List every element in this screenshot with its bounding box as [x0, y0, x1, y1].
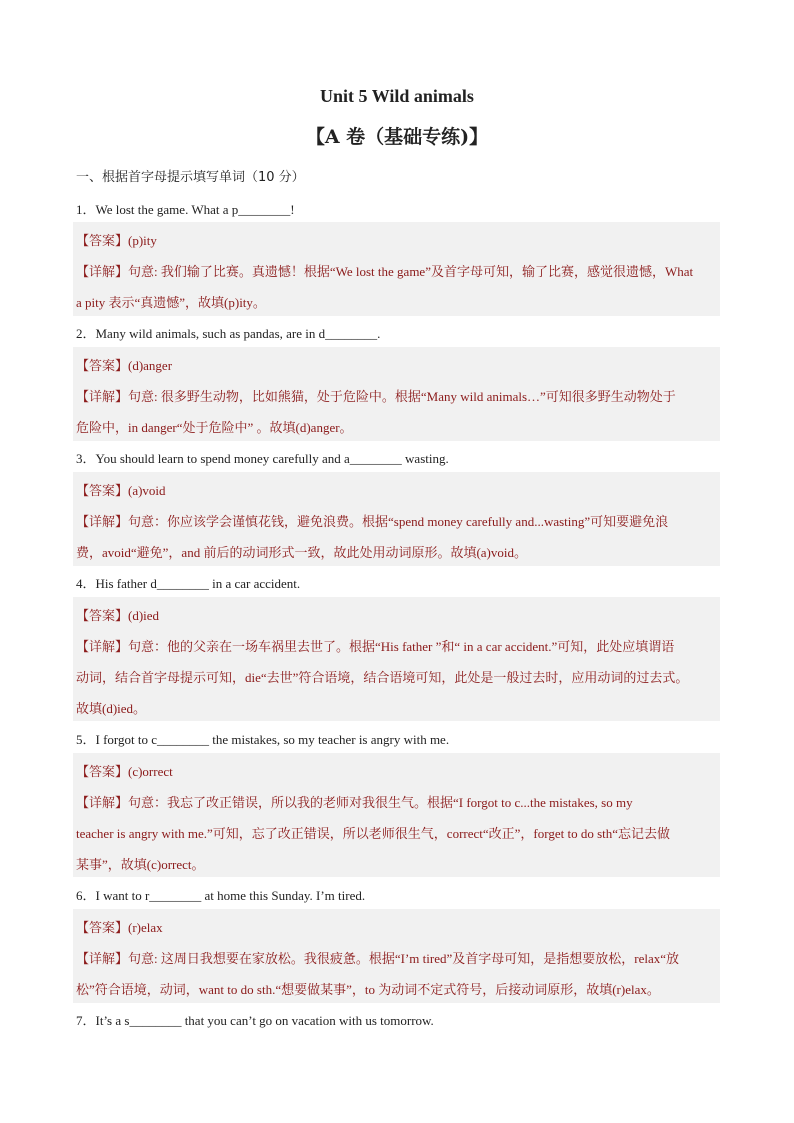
- answer-block-6: [73, 909, 720, 1003]
- detail-5-line-3: 某事”，故填(c)orrect。: [76, 857, 205, 872]
- detail-3-line-1: 【详解】句意：你应该学会谨慎花钱，避免浪费。根据“spend money carefully and...wasting”可知要避免浪: [76, 514, 669, 529]
- question-2: 2．Many wild animals, such as pandas, are in d________.: [76, 326, 381, 341]
- detail-3-line-2: 费，avoid“避免”，and 前后的动词形式一致，故此处用动词原形。故填(a)void。: [76, 545, 527, 560]
- question-6: 6．I want to r________ at home this Sunday. I’m tired.: [76, 888, 366, 903]
- detail-5-line-2: teacher is angry with me.”可知，忘了改正错误，所以老师很生气，correct“改正”，forget to do sth“忘记去做: [76, 826, 671, 841]
- detail-1-line-1: 【详解】句意: 我们输了比赛。真遗憾！根据“We lost the game”及首字母可知，输了比赛，感觉很遗憾，What: [76, 264, 694, 279]
- question-3: 3．You should learn to spend money carefully and a________ wasting.: [76, 451, 449, 466]
- detail-5-line-1: 【详解】句意：我忘了改正错误，所以我的老师对我很生气。根据“I forgot to c...the mistakes, so my: [76, 795, 633, 810]
- answer-3: 【答案】(a)void: [76, 483, 166, 498]
- answer-1: 【答案】(p)ity: [76, 233, 157, 248]
- answer-block-1: [73, 222, 720, 316]
- detail-4-line-2: 动词，结合首字母提示可知，die“去世”符合语境，结合语境可知，此处是一般过去时，应用动词的过去式。: [76, 670, 689, 685]
- answer-block-5: [73, 753, 720, 877]
- section-heading: 一、根据首字母提示填写单词（10 分）: [76, 170, 305, 185]
- detail-6-line-2: 松”符合语境，动词，want to do sth.“想要做某事”，to 为动词不定式符号，后接动词原形，故填(r)elax。: [76, 982, 660, 997]
- page-title: Unit 5 Wild animals: [320, 86, 474, 106]
- answer-block-4: [73, 597, 720, 721]
- question-7: 7．It’s a s________ that you can’t go on vacation with us tomorrow.: [76, 1013, 434, 1028]
- detail-6-line-1: 【详解】句意: 这周日我想要在家放松。我很疲惫。根据“I’m tired”及首字母可知，是指想要放松，relax“放: [76, 951, 679, 966]
- answer-block-3: [73, 472, 720, 566]
- answer-5: 【答案】(c)orrect: [76, 764, 173, 779]
- question-5: 5．I forgot to c________ the mistakes, so my teacher is angry with me.: [76, 732, 450, 747]
- question-1: 1．We lost the game. What a p________!: [76, 202, 295, 217]
- answer-2: 【答案】(d)anger: [76, 358, 173, 373]
- answer-4: 【答案】(d)ied: [76, 608, 160, 623]
- detail-2-line-1: 【详解】句意: 很多野生动物，比如熊猫，处于危险中。根据“Many wild animals…”可知很多野生动物处于: [76, 389, 676, 404]
- question-4: 4．His father d________ in a car accident.: [76, 576, 301, 591]
- answer-6: 【答案】(r)elax: [76, 920, 163, 935]
- answer-block-2: [73, 347, 720, 441]
- detail-4-line-3: 故填(d)ied。: [76, 701, 147, 716]
- detail-4-line-1: 【详解】句意：他的父亲在一场车祸里去世了。根据“His father ”和“ in a car accident.”可知，此处应填谓语: [76, 639, 675, 654]
- detail-2-line-2: 危险中，in danger“处于危险中” 。故填(d)anger。: [76, 420, 353, 435]
- page-subtitle: 【A 卷（基础专练)】: [305, 126, 489, 148]
- detail-1-line-2: a pity 表示“真遗憾”，故填(p)ity。: [76, 295, 266, 310]
